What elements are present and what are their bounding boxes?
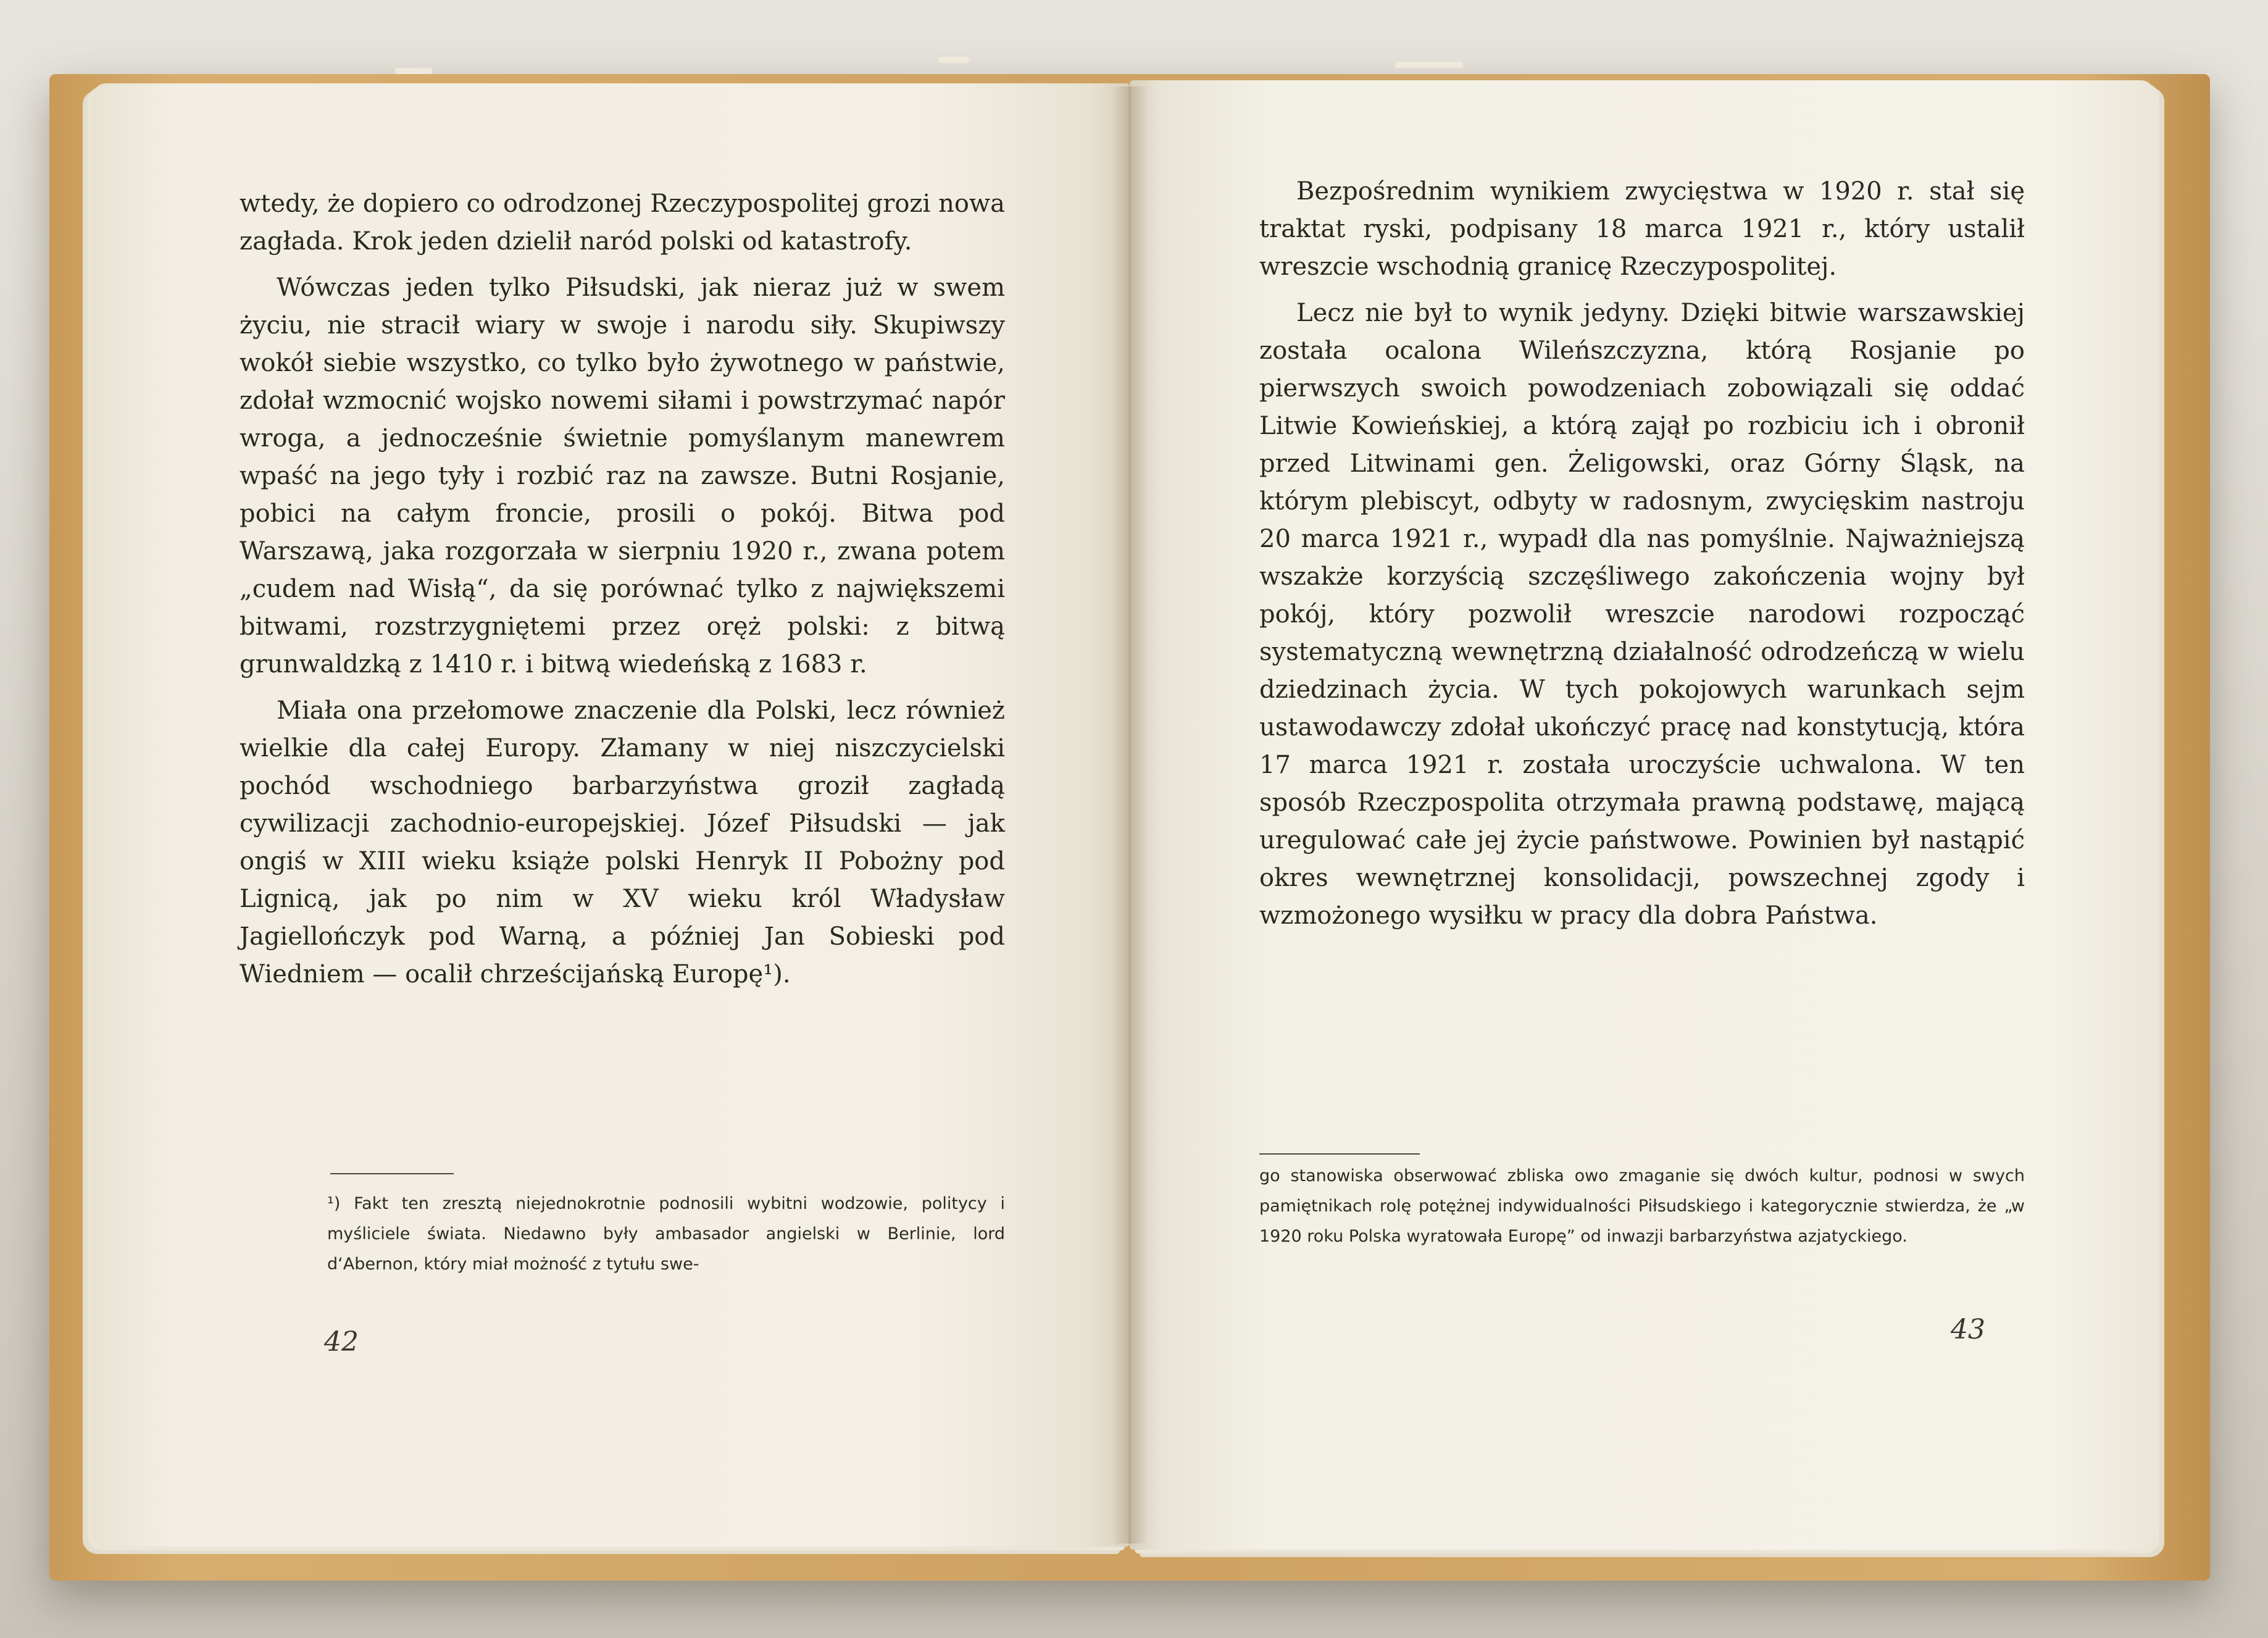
paragraph: Miała ona przełomowe znaczenie dla Polski, lecz również wielkie dla całej Europy. Złamany w niej niszczycielski pochód wschodniego barbarzyństwa groził zagładą cywilizacji zachodnio-europejskiej. Józef Piłsudski — jak ongiś w XIII wieku książe polski Henryk II Pobożny pod Lignicą, jak po nim w XV wieku król Władysław Jagiellończyk pod Warną, a później Jan Sobieski pod Wiedniem — ocalił chrześcijańską Europę¹).	[240, 696, 1005, 988]
left-footnote	[327, 1189, 1005, 1279]
footnote-text: go stanowiska obserwować zbliska owo zmaganie się dwóch kultur, podnosi w swych pamiętnikach rolę potężnej indywidualności Piłsudskiego i kategorycznie stwierdza, że „w 1920 roku Polska wyratowała Europę” od inwazji barbarzyństwa azjatyckiego.	[1259, 1166, 2025, 1246]
right-footnote	[1259, 1161, 2025, 1251]
right-page-body	[1259, 173, 2025, 943]
page-number-right: 43	[1951, 1314, 1985, 1345]
footnote-rule	[1259, 1153, 1420, 1155]
book-spine-gutter	[1111, 86, 1148, 1544]
page-edge-tear	[395, 68, 432, 74]
left-page-body	[240, 185, 1005, 1002]
paragraph: wtedy, że dopiero co odrodzonej Rzeczypospolitej grozi nowa zagłada. Krok jeden dzielił naród polski od katastrofy.	[240, 190, 1005, 256]
page-edge-tear	[938, 57, 969, 63]
paragraph: Lecz nie był to wynik jedyny. Dzięki bitwie warszawskiej została ocalona Wileńszczyzna, którą Rosjanie po pierwszych swoich powodzeniach zobowiązali się oddać Litwie Kowieńskiej, a którą zajął po rozbiciu ich i obronił przed Litwinami gen. Żeligowski, oraz Górny Śląsk, na którym plebiscyt, odbyty w radosnym, zwycięskim nastroju 20 marca 1921 r., wypadł dla nas pomyślnie. Najważniejszą wszakże korzyścią szczęśliwego zakończenia wojny był pokój, który pozwolił wreszcie narodowi rozpocząć systematyczną wewnętrzną działalność odrodzeńczą w wielu dziedzinach życia. W tych pokojowych warunkach sejm ustawodawczy zdołał ukończyć pracę nad konstytucją, która 17 marca 1921 r. została uroczyście uchwalona. W ten sposób Rzeczpospolita otrzymała prawną podstawę, mającą uregulować całe jej życie państwowe. Powinien był nastąpić okres wewnętrznej konsolidacji, powszechnej zgody i wzmożonego wysiłku w pracy dla dobra Państwa.	[1259, 299, 2025, 930]
footnote-text: ¹) Fakt ten zresztą niejednokrotnie podnosili wybitni wodzowie, politycy i myśliciele świata. Niedawno były ambasador angielski w Berlinie, lord d‘Abernon, który miał możność z tytułu swe-	[327, 1194, 1005, 1274]
page-number-left: 42	[324, 1326, 359, 1358]
footnote-rule	[330, 1173, 454, 1174]
paragraph: Wówczas jeden tylko Piłsudski, jak nieraz już w swem życiu, nie stracił wiary w swoje i narodu siły. Skupiwszy wokół siebie wszystko, co tylko było żywotnego w państwie, zdołał wzmocnić wojsko nowemi siłami i powstrzymać napór wroga, a jednocześnie świetnie pomyślanym manewrem wpaść na jego tyły i rozbić raz na zawsze. Butni Rosjanie, pobici na całym froncie, prosili o pokój. Bitwa pod Warszawą, jaka rozgorzała w sierpniu 1920 r., zwana potem „cudem nad Wisłą“, da się porównać tylko z największemi bitwami, rozstrzygniętemi przez oręż polski: z bitwą grunwaldzką z 1410 r. i bitwą wiedeńską z 1683 r.	[240, 274, 1005, 679]
paragraph: Bezpośrednim wynikiem zwycięstwa w 1920 r. stał się traktat ryski, podpisany 18 marca 1921 r., który ustalił wreszcie wschodnią granicę Rzeczypospolitej.	[1259, 177, 2025, 281]
page-edge-tear	[1395, 62, 1463, 68]
